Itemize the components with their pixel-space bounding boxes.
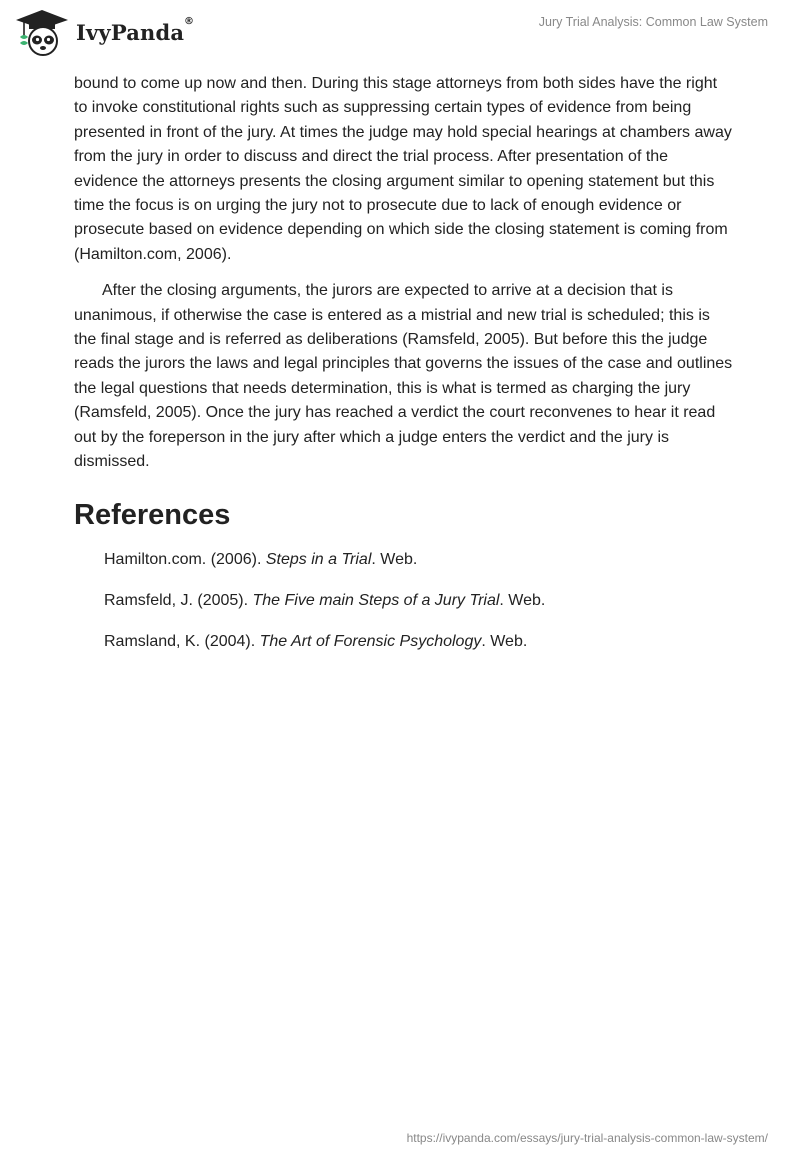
body-paragraph-2: After the closing arguments, the jurors are expected to arrive at a decision that is unanimous, if otherwise the case is entered as a mistrial and new trial is scheduled; this is the final stage and is referred as deliberations (Ramsfeld, 2005). But before this the judge reads the jurors the laws and legal principles that governs the issues of the case and outlines the legal questions that needs determination, this is what is termed as charging the jury (Ramsfeld, 2005). Once the jury has reached a verdict the court reconvenes to hear it read out by the foreperson in the jury after which a judge enters the verdict and the jury is dismissed.: [74, 282, 733, 471]
reference-suffix: . Web.: [499, 591, 546, 609]
reference-author-year: Hamilton.com. (2006).: [104, 550, 266, 568]
source-url[interactable]: https://ivypanda.com/essays/jury-trial-analysis-common-law-system/: [406, 1131, 768, 1145]
page-header: [0, 0, 800, 70]
references-heading: References: [74, 498, 231, 531]
reference-title: The Art of Forensic Psychology: [259, 632, 482, 650]
registered-mark: ®: [184, 16, 194, 27]
reference-title: The Five main Steps of a Jury Trial: [252, 591, 500, 609]
reference-title: Steps in a Trial: [265, 550, 372, 568]
reference-suffix: . Web.: [481, 632, 528, 650]
reference-suffix: . Web.: [371, 550, 418, 568]
document-title: Jury Trial Analysis: Common Law System: [538, 15, 768, 29]
reference-author-year: Ramsland, K. (2004).: [104, 632, 260, 650]
panda-graduate-icon: [14, 8, 70, 58]
reference-item: [104, 631, 734, 653]
logo-wordmark: IvyPanda: [76, 20, 185, 45]
reference-item: [104, 549, 734, 571]
references-list: [104, 549, 734, 653]
reference-author-year: Ramsfeld, J. (2005).: [104, 591, 253, 609]
reference-item: [104, 590, 734, 612]
ivypanda-logo[interactable]: [14, 8, 204, 58]
body-paragraph-1: bound to come up now and then. During this stage attorneys from both sides have the right to invoke constitutional rights such as suppressing certain types of evidence from being presented in front of the jury. At times the judge may hold special hearings at chambers away from the jury in order to discuss and direct the trial process. After presentation of the evidence the attorneys presents the closing argument similar to opening statement but this time the focus is on urging the jury not to prosecute due to lack of enough evidence or prosecute based on evidence depending on which side the closing statement is coming from (Hamilton.com, 2006).: [74, 75, 732, 263]
essay-content: [74, 72, 734, 672]
